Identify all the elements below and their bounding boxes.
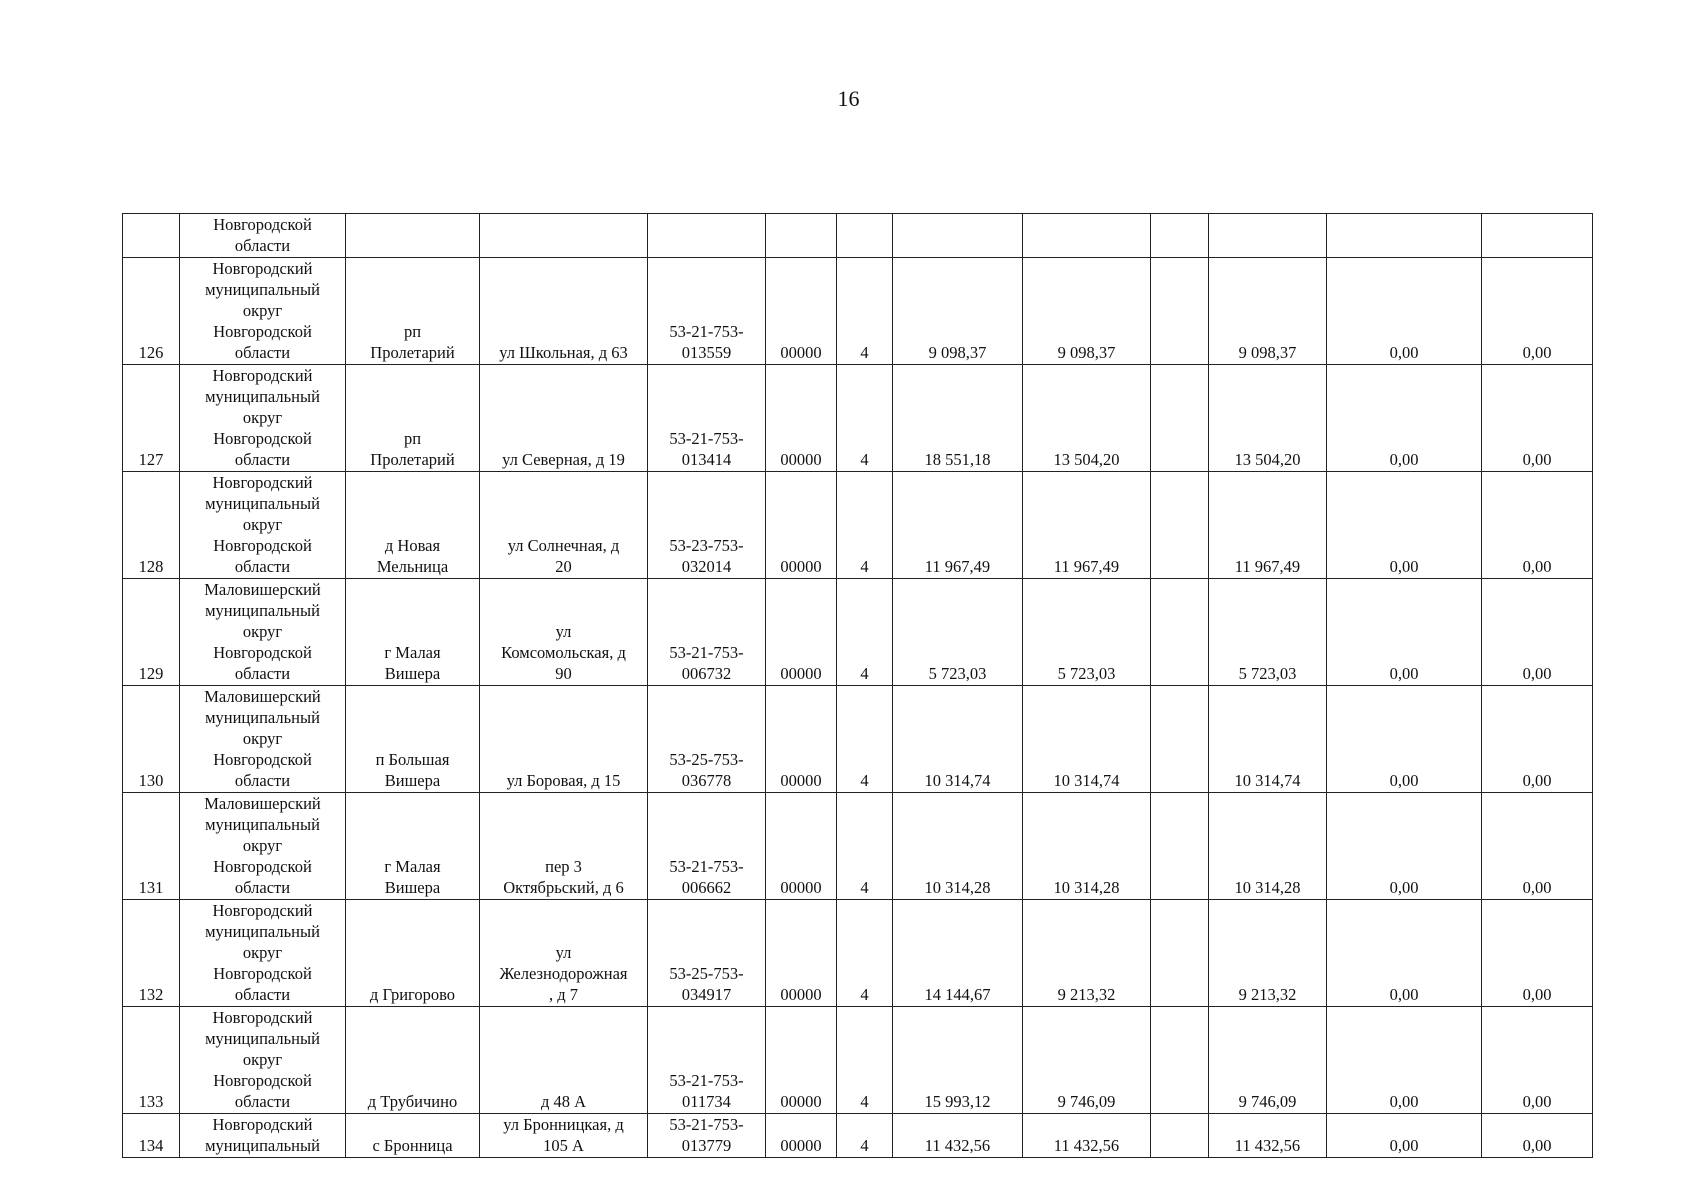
cell-value-6 [1482, 214, 1593, 258]
table-row [123, 365, 1593, 472]
cell-category: 4 [837, 1114, 893, 1158]
cell-zeros: 00000 [766, 579, 837, 686]
cell-settlement: д Новая Мельница [346, 472, 480, 579]
cell-zeros: 00000 [766, 258, 837, 365]
cell-settlement: г Малая Вишера [346, 793, 480, 900]
cell-no [123, 214, 180, 258]
cell-zeros [766, 214, 837, 258]
cell-value-2: 10 314,74 [1023, 686, 1151, 793]
cell-value-5: 0,00 [1327, 579, 1482, 686]
cell-category: 4 [837, 793, 893, 900]
cell-value-1: 11 432,56 [893, 1114, 1023, 1158]
table-row [123, 1007, 1593, 1114]
cell-address: д 48 А [480, 1007, 648, 1114]
cell-address: ул Комсомольская, д 90 [480, 579, 648, 686]
cell-address: ул Боровая, д 15 [480, 686, 648, 793]
cell-value-5: 0,00 [1327, 900, 1482, 1007]
cell-value-3 [1151, 472, 1209, 579]
cell-address: ул Бронницкая, д 105 А [480, 1114, 648, 1158]
cell-value-1 [893, 214, 1023, 258]
table-row-partial [123, 214, 1593, 258]
cell-value-5: 0,00 [1327, 686, 1482, 793]
cell-value-1: 10 314,28 [893, 793, 1023, 900]
cell-value-6: 0,00 [1482, 365, 1593, 472]
cell-code: 53-21-753- 006732 [648, 579, 766, 686]
cell-zeros: 00000 [766, 1114, 837, 1158]
cell-value-3 [1151, 579, 1209, 686]
cell-value-2: 9 746,09 [1023, 1007, 1151, 1114]
cell-value-5: 0,00 [1327, 258, 1482, 365]
cell-category [837, 214, 893, 258]
cell-value-3 [1151, 900, 1209, 1007]
cell-category: 4 [837, 472, 893, 579]
cell-code: 53-21-753- 006662 [648, 793, 766, 900]
cell-value-6: 0,00 [1482, 793, 1593, 900]
cell-value-1: 5 723,03 [893, 579, 1023, 686]
cell-zeros: 00000 [766, 793, 837, 900]
cell-zeros: 00000 [766, 472, 837, 579]
cell-value-5: 0,00 [1327, 472, 1482, 579]
cell-value-5: 0,00 [1327, 1007, 1482, 1114]
cell-value-4: 11 967,49 [1209, 472, 1327, 579]
cell-no: 126 [123, 258, 180, 365]
cell-no: 132 [123, 900, 180, 1007]
cell-code: 53-21-753- 013414 [648, 365, 766, 472]
cell-value-4: 9 746,09 [1209, 1007, 1327, 1114]
cell-value-4 [1209, 214, 1327, 258]
cell-value-5: 0,00 [1327, 793, 1482, 900]
cell-code: 53-25-753- 034917 [648, 900, 766, 1007]
table-row [123, 793, 1593, 900]
cell-code: 53-21-753- 013779 [648, 1114, 766, 1158]
cell-code: 53-21-753- 011734 [648, 1007, 766, 1114]
table-row [123, 686, 1593, 793]
cell-value-2: 9 098,37 [1023, 258, 1151, 365]
cell-municipality: Новгородский муниципальный округ Новгородской области [180, 258, 346, 365]
cell-zeros: 00000 [766, 365, 837, 472]
cell-value-6: 0,00 [1482, 1007, 1593, 1114]
table-row [123, 1114, 1593, 1158]
cell-no: 127 [123, 365, 180, 472]
cell-value-1: 9 098,37 [893, 258, 1023, 365]
cell-zeros: 00000 [766, 686, 837, 793]
cell-value-4: 10 314,28 [1209, 793, 1327, 900]
cell-value-6: 0,00 [1482, 900, 1593, 1007]
cell-code: 53-23-753- 032014 [648, 472, 766, 579]
cell-municipality: Новгородский муниципальный округ Новгородской области [180, 1007, 346, 1114]
cell-municipality: Новгородский муниципальный округ Новгородской области [180, 365, 346, 472]
cell-value-3 [1151, 1114, 1209, 1158]
cell-no: 129 [123, 579, 180, 686]
cell-value-6: 0,00 [1482, 1114, 1593, 1158]
cell-settlement: д Трубичино [346, 1007, 480, 1114]
cell-value-1: 10 314,74 [893, 686, 1023, 793]
cell-address: ул Школьная, д 63 [480, 258, 648, 365]
table-row [123, 472, 1593, 579]
cell-value-3 [1151, 258, 1209, 365]
cell-value-6: 0,00 [1482, 472, 1593, 579]
cell-value-5: 0,00 [1327, 1114, 1482, 1158]
cell-settlement: г Малая Вишера [346, 579, 480, 686]
cell-address: ул Северная, д 19 [480, 365, 648, 472]
cell-value-3 [1151, 686, 1209, 793]
cell-value-3 [1151, 1007, 1209, 1114]
cell-value-2: 10 314,28 [1023, 793, 1151, 900]
cell-address [480, 214, 648, 258]
cell-value-1: 18 551,18 [893, 365, 1023, 472]
cell-category: 4 [837, 900, 893, 1007]
cell-value-1: 11 967,49 [893, 472, 1023, 579]
cell-value-4: 5 723,03 [1209, 579, 1327, 686]
registry-table [122, 213, 1593, 1158]
cell-no: 134 [123, 1114, 180, 1158]
cell-value-2: 11 967,49 [1023, 472, 1151, 579]
cell-category: 4 [837, 579, 893, 686]
cell-no: 133 [123, 1007, 180, 1114]
cell-code [648, 214, 766, 258]
cell-value-3 [1151, 214, 1209, 258]
cell-value-5: 0,00 [1327, 365, 1482, 472]
cell-category: 4 [837, 365, 893, 472]
cell-address: ул Солнечная, д 20 [480, 472, 648, 579]
cell-value-1: 14 144,67 [893, 900, 1023, 1007]
cell-zeros: 00000 [766, 900, 837, 1007]
cell-value-3 [1151, 365, 1209, 472]
cell-value-1: 15 993,12 [893, 1007, 1023, 1114]
cell-settlement: с Бронница [346, 1114, 480, 1158]
table-row [123, 579, 1593, 686]
cell-address: пер 3 Октябрьский, д 6 [480, 793, 648, 900]
cell-no: 131 [123, 793, 180, 900]
cell-no: 128 [123, 472, 180, 579]
table-row [123, 258, 1593, 365]
cell-no: 130 [123, 686, 180, 793]
page-number: 16 [837, 86, 860, 111]
cell-municipality: Новгородский муниципальный [180, 1114, 346, 1158]
cell-value-2: 9 213,32 [1023, 900, 1151, 1007]
cell-zeros: 00000 [766, 1007, 837, 1114]
cell-value-2: 5 723,03 [1023, 579, 1151, 686]
cell-value-2 [1023, 214, 1151, 258]
cell-value-2: 11 432,56 [1023, 1114, 1151, 1158]
cell-municipality: Маловишерский муниципальный округ Новгородской области [180, 686, 346, 793]
cell-value-4: 9 098,37 [1209, 258, 1327, 365]
cell-value-6: 0,00 [1482, 686, 1593, 793]
cell-municipality: Новгородский муниципальный округ Новгородской области [180, 472, 346, 579]
cell-settlement: рп Пролетарий [346, 258, 480, 365]
cell-municipality: Маловишерский муниципальный округ Новгородской области [180, 793, 346, 900]
cell-municipality: Новгородской области [180, 214, 346, 258]
cell-category: 4 [837, 686, 893, 793]
cell-category: 4 [837, 1007, 893, 1114]
cell-settlement: п Большая Вишера [346, 686, 480, 793]
cell-value-6: 0,00 [1482, 579, 1593, 686]
cell-code: 53-25-753- 036778 [648, 686, 766, 793]
cell-value-5 [1327, 214, 1482, 258]
table-body [123, 214, 1593, 1158]
table-row [123, 900, 1593, 1007]
cell-value-6: 0,00 [1482, 258, 1593, 365]
cell-value-4: 11 432,56 [1209, 1114, 1327, 1158]
cell-value-3 [1151, 793, 1209, 900]
cell-value-2: 13 504,20 [1023, 365, 1151, 472]
cell-municipality: Новгородский муниципальный округ Новгородской области [180, 900, 346, 1007]
cell-settlement: рп Пролетарий [346, 365, 480, 472]
cell-category: 4 [837, 258, 893, 365]
cell-code: 53-21-753- 013559 [648, 258, 766, 365]
cell-value-4: 13 504,20 [1209, 365, 1327, 472]
cell-settlement [346, 214, 480, 258]
cell-value-4: 10 314,74 [1209, 686, 1327, 793]
cell-address: ул Железнодорожная , д 7 [480, 900, 648, 1007]
cell-value-4: 9 213,32 [1209, 900, 1327, 1007]
cell-municipality: Маловишерский муниципальный округ Новгородской области [180, 579, 346, 686]
cell-settlement: д Григорово [346, 900, 480, 1007]
